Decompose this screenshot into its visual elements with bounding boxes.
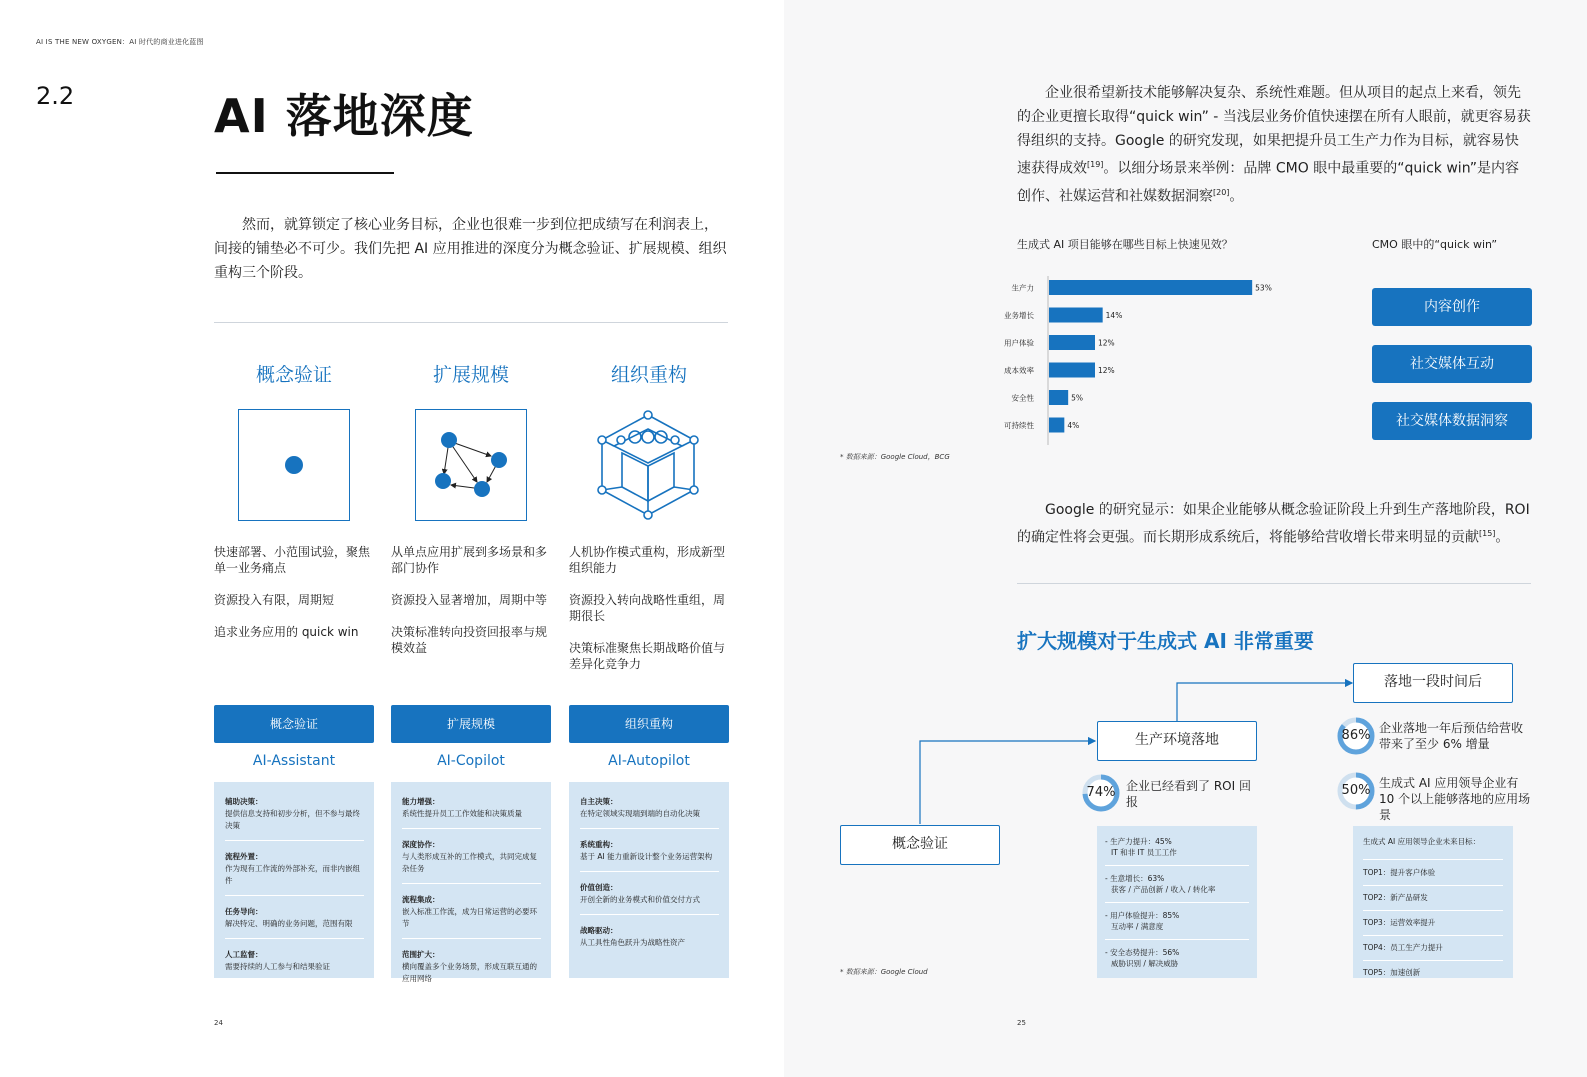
stage-name: AI-Autopilot [608, 753, 690, 769]
list-item: TOP5：加速创新 [1363, 968, 1421, 977]
network-graph-icon [415, 409, 527, 521]
list-item-title: - 生产力提升：45% [1105, 837, 1172, 846]
detail-value: 解决特定、明确的业务问题，范围有限 [225, 919, 353, 928]
stat-text: 企业落地一年后预估给营收带来了至少 6% 增量 [1379, 721, 1524, 751]
stage-button-restructure[interactable]: 组织重构 [569, 705, 729, 743]
column-description [214, 544, 374, 656]
divider [214, 322, 728, 323]
desc-line: 人机协作模式重构，形成新型组织能力 [569, 545, 726, 575]
header-note: AI IS THE NEW OXYGEN：AI 时代的商业进化蓝图 [36, 38, 204, 46]
paragraph-text: Google 的研究显示：如果企业能够从概念验证阶段上升到生产落地阶段，ROI 的确定性将会更强。而长期形成系统后，将能够给营收增长带来明显的贡献 [1017, 502, 1530, 546]
paragraph-text: 。以细分场景来举例：品牌 CMO 眼中最重要的“quick win”是内容创作、社媒运营和社媒数据洞察 [1017, 160, 1520, 205]
flow-box-after-deployment: 落地一段时间后 [1353, 663, 1513, 703]
column-description [391, 544, 551, 672]
citation: [20] [1213, 187, 1230, 197]
category-label: 业务增长 [1004, 311, 1034, 320]
list-item: TOP4：员工生产力提升 [1363, 942, 1503, 961]
value-label: 53% [1255, 283, 1272, 293]
stage-name: AI-Assistant [252, 753, 336, 769]
stat-text: 企业已经看到了 ROI 回报 [1126, 779, 1251, 809]
detail-key: 辅助决策： [225, 797, 263, 806]
future-goals-panel [1353, 826, 1513, 978]
desc-line: 从单点应用扩展到多场景和多部门协作 [391, 545, 548, 575]
flow-box-production: 生产环境落地 [1097, 721, 1257, 761]
page-title: AI 落地深度 [214, 89, 474, 143]
list-item: TOP1：提升客户体验 [1363, 867, 1503, 886]
list-item-title: - 用户体验提升：85% [1105, 911, 1180, 920]
stage-button-poc[interactable]: 概念验证 [214, 705, 374, 743]
detail-value: 作为现有工作流的外部补充，而非内嵌组件 [225, 864, 360, 885]
detail-item [580, 882, 719, 915]
citation: [15] [1479, 529, 1496, 538]
list-title: 生成式 AI 应用领导企业未来目标： [1363, 836, 1503, 860]
detail-value: 从工具性角色跃升为战略性资产 [580, 938, 685, 947]
list-item: TOP3：运营效率提升 [1363, 917, 1503, 936]
column-title: 组织重构 [610, 364, 687, 386]
chart-source: * 数据来源：Google Cloud，BCG [840, 453, 950, 461]
detail-key: 自主决策： [580, 797, 618, 806]
detail-value: 开创全新的业务模式和价值交付方式 [580, 895, 700, 904]
detail-item [225, 906, 364, 939]
detail-item [580, 839, 719, 872]
category-label: 可持续性 [1004, 421, 1034, 430]
flow-source: * 数据来源：Google Cloud [840, 968, 928, 976]
category-label: 用户体验 [1004, 338, 1034, 348]
stat-text: 生成式 AI 应用领导企业有 10 个以上能够落地的应用场景 [1379, 776, 1531, 822]
citation: [19] [1087, 160, 1104, 169]
list-item [1105, 908, 1249, 940]
detail-value: 与人类形成互补的工作模式，共同完成复杂任务 [402, 852, 537, 873]
cube-network-icon [592, 409, 704, 521]
stage-column-poc [214, 360, 374, 387]
desc-line: 追求业务应用的 quick win [214, 625, 359, 639]
stage-detail-panel [214, 782, 374, 978]
detail-value: 横向覆盖多个业务场景，形成互联互通的应用网络 [402, 962, 537, 983]
section-number: 2.2 [36, 82, 75, 110]
desc-line: 决策标准转向投资回报率与规模效益 [391, 625, 548, 655]
detail-key: 系统重构： [580, 840, 618, 849]
detail-key: 任务导向： [225, 907, 263, 916]
single-dot-icon [238, 409, 350, 521]
cmo-button-social-insight[interactable]: 社交媒体数据洞察 [1372, 402, 1532, 440]
detail-key: 范围扩大： [402, 950, 440, 959]
category-label: 生产力 [1011, 283, 1034, 293]
desc-line: 快速部署、小范围试验，聚焦单一业务痛点 [214, 545, 371, 575]
column-title: 概念验证 [255, 364, 332, 386]
desc-line: 资源投入有限，周期短 [214, 593, 335, 607]
stage-column-scale [391, 360, 551, 387]
category-label: 成本效率 [1004, 366, 1034, 375]
title-underline [216, 172, 394, 174]
chart-question: 生成式 AI 项目能够在哪些目标上快速见效？ [1017, 238, 1233, 251]
detail-key: 人工监督： [225, 950, 263, 959]
stage-button-scale[interactable]: 扩展规模 [391, 705, 551, 743]
production-stats-panel [1097, 826, 1257, 978]
detail-key: 深度协作： [402, 840, 440, 849]
column-title: 扩展规模 [432, 364, 509, 386]
cmo-button-content[interactable]: 内容创作 [1372, 288, 1532, 326]
value-label: 14% [1105, 311, 1123, 320]
detail-value: 需要持续的人工参与和结果验证 [225, 962, 330, 971]
detail-value: 嵌入标准工作流，成为日常运营的必要环节 [402, 907, 537, 928]
value-label: 5% [1071, 393, 1084, 403]
list-item [1105, 871, 1249, 903]
stage-name: AI-Copilot [437, 753, 505, 769]
stat-percent: 86% [1341, 728, 1371, 743]
value-label: 12% [1098, 366, 1115, 375]
detail-value: 基于 AI 能力重新设计整个业务运营架构 [580, 852, 713, 861]
cmo-button-social-interaction[interactable]: 社交媒体互动 [1372, 345, 1532, 383]
detail-key: 流程集成： [402, 895, 440, 904]
list-item-title: - 生意增长：63% [1105, 874, 1165, 883]
detail-key: 价值创造： [580, 883, 618, 892]
stage-column-restructure [569, 360, 729, 387]
paragraph-text: 。 [1495, 529, 1510, 546]
page-number: 25 [1017, 1019, 1026, 1027]
list-item-sub: 威胁识别 / 解决威胁 [1111, 959, 1179, 968]
detail-item [402, 949, 541, 993]
detail-item [225, 949, 364, 981]
stat-percent: 74% [1086, 785, 1116, 800]
detail-item [225, 851, 364, 896]
value-label: 4% [1067, 421, 1080, 430]
stage-detail-panel [391, 782, 551, 983]
desc-line: 决策标准聚焦长期战略价值与差异化竞争力 [569, 641, 726, 671]
detail-item [402, 894, 541, 939]
flow-box-poc: 概念验证 [840, 825, 1000, 865]
paragraph-text: 。 [1229, 188, 1244, 205]
stat-percent: 50% [1341, 783, 1371, 798]
list-item [1105, 945, 1249, 976]
detail-key: 战略驱动： [580, 926, 618, 935]
detail-item [402, 839, 541, 884]
detail-item [580, 796, 719, 829]
list-item-sub: 互动率 / 满意度 [1111, 922, 1164, 931]
page-number: 24 [214, 1019, 223, 1027]
detail-key: 流程外置： [225, 852, 263, 861]
detail-value: 提供信息支持和初步分析，但不参与最终决策 [225, 809, 360, 830]
desc-line: 资源投入转向战略性重组，周期很长 [569, 593, 726, 623]
column-description [569, 544, 729, 688]
cmo-title: CMO 眼中的“quick win” [1372, 238, 1498, 251]
list-item: TOP2：新产品研发 [1363, 892, 1503, 911]
stage-detail-panel [569, 782, 729, 978]
detail-value: 系统性提升员工工作效能和决策质量 [402, 809, 522, 818]
detail-item [225, 796, 364, 841]
category-label: 安全性 [1011, 393, 1034, 403]
intro-paragraph: 然而，就算锁定了核心业务目标，企业也很难一步到位把成绩写在利润表上，间接的铺垫必不可少。我们先把 AI 应用推进的深度分为概念验证、扩展规模、组织重构三个阶段。 [214, 217, 727, 281]
list-item-sub: 获客 / 产品创新 / 收入 / 转化率 [1111, 885, 1216, 894]
left-page [0, 0, 784, 1077]
detail-item [580, 925, 719, 957]
desc-line: 资源投入显著增加，周期中等 [391, 593, 548, 607]
value-label: 12% [1098, 338, 1115, 348]
detail-value: 在特定领域实现端到端的自动化决策 [580, 809, 700, 818]
list-item-title: - 安全态势提升：56% [1105, 948, 1180, 957]
paragraph-text: 企业很希望新技术能够解决复杂、系统性难题。但从项目的起点上来看，领先的企业更擅长取得“quick win” - 当浅层业务价值快速摆在所有人眼前，就更容易获得组织的支持。Google 的研究发现，如果把提升员工生产力作为目标，就容易快速获得成效 [1017, 85, 1531, 177]
right-page [784, 0, 1587, 1077]
detail-item [402, 796, 541, 829]
detail-key: 能力增强： [402, 797, 440, 806]
list-item [1105, 834, 1249, 866]
flow-heading: 扩大规模对于生成式 AI 非常重要 [1017, 629, 1314, 653]
list-item-sub: IT 和非 IT 员工工作 [1111, 848, 1177, 857]
